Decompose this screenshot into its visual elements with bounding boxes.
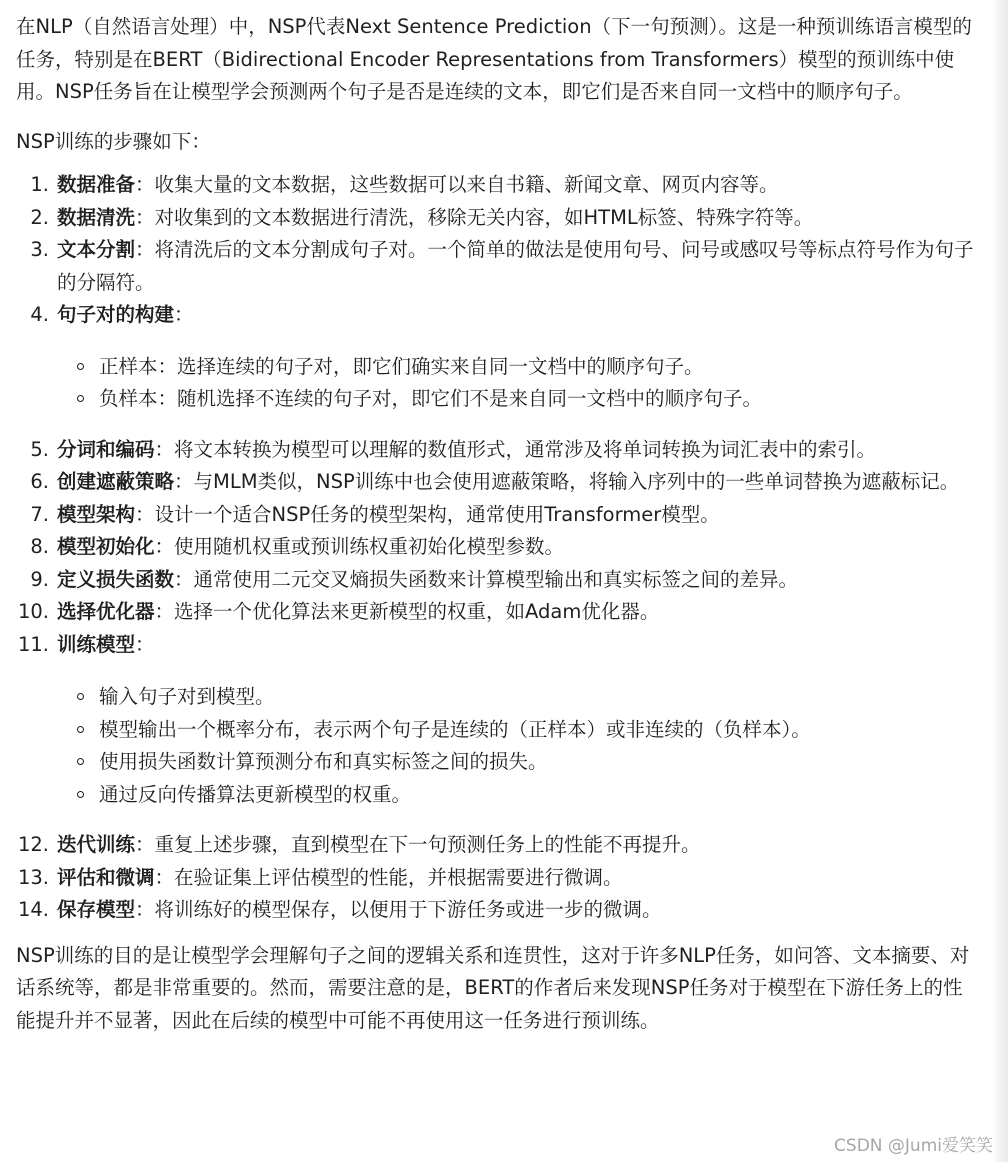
- step-number: 3.: [30, 238, 49, 261]
- sub-item-text: 输入句子对到模型。: [99, 685, 275, 708]
- step-item: [30, 499, 980, 532]
- circle-bullet-icon: [77, 758, 84, 765]
- step-text: ：使用随机权重或预训练权重初始化模型参数。: [154, 535, 565, 558]
- step-item: [17, 862, 980, 895]
- step-text: ：对收集到的文本数据进行清洗，移除无关内容，如HTML标签、特殊字符等。: [135, 205, 814, 229]
- watermark: CSDN @Jumi爱笑笑: [834, 1136, 993, 1156]
- step-text: ：重复上述步骤，直到模型在下一句预测任务上的性能不再提升。: [135, 833, 701, 856]
- step-text: ：: [174, 303, 194, 326]
- conclusion-paragraph: NSP训练的目的是让模型学会理解句子之间的逻辑关系和连贯性，这对于许多NLP任务，如问答、文本摘要、对话系统等，都是非常重要的。然而，需要注意的是，BERT的作者后来发现NSP任务对于模型在下游任务上的性能提升并不显著，因此在后续的模型中可能不再使用这一任务进行预训练。: [16, 943, 970, 1032]
- circle-bullet-icon: [77, 363, 84, 370]
- step-item: [30, 466, 980, 499]
- step-text: ：选择一个优化算法来更新模型的权重，如Adam优化器。: [154, 600, 660, 623]
- step-text: ：设计一个适合NSP任务的模型架构，通常使用Transformer模型。: [135, 502, 720, 526]
- step-number: 11.: [17, 632, 49, 656]
- step-number: 4.: [30, 303, 49, 326]
- step-number: 10.: [17, 600, 49, 623]
- sub-list-item: [99, 746, 980, 779]
- circle-bullet-icon: [77, 395, 84, 402]
- step-item: [30, 169, 980, 202]
- step-number: 2.: [30, 205, 49, 229]
- step-item: [30, 434, 980, 467]
- step-text: ：收集大量的文本数据，这些数据可以来自书籍、新闻文章、网页内容等。: [135, 173, 779, 196]
- sub-list-item: [99, 779, 980, 812]
- sub-item-text: 负样本：随机选择不连续的句子对，即它们不是来自同一文档中的顺序句子。: [99, 387, 763, 410]
- step-term: 分词和编码: [57, 437, 155, 461]
- step-term: 文本分割: [57, 238, 136, 261]
- step-text: ：将文本转换为模型可以理解的数值形式，通常涉及将单词转换为词汇表中的索引。: [154, 437, 877, 461]
- sub-list-item: [99, 383, 980, 416]
- step-item: [30, 564, 980, 597]
- step-number: 6.: [30, 470, 49, 493]
- step-term: 选择优化器: [57, 600, 155, 623]
- sub-item-text: 通过反向传播算法更新模型的权重。: [99, 782, 412, 806]
- step-number: 9.: [30, 567, 49, 591]
- step-term: 数据清洗: [57, 205, 136, 229]
- step-text: ：通常使用二元交叉熵损失函数来计算模型输出和真实标签之间的差异。: [174, 567, 799, 591]
- step-number: 1.: [30, 173, 49, 196]
- sub-list-item: [99, 681, 980, 714]
- circle-bullet-icon: [77, 791, 84, 798]
- steps-list: [16, 169, 980, 927]
- scroll-edge-shadow: [992, 0, 1008, 1162]
- step-item: [30, 299, 980, 434]
- step-number: 12.: [17, 833, 49, 856]
- step-item: [30, 234, 980, 299]
- intro-paragraph: 在NLP（自然语言处理）中，NSP代表Next Sentence Prediction（下一句预测）。这是一种预训练语言模型的任务，特别是在BERT（Bidirectional Encoder Representations from Transformers）模型的预训练中使用。NSP任务旨在让模型学会预测两个句子是否是连续的文本，即它们是否来自同一文档中的顺序句子。: [16, 15, 972, 103]
- circle-bullet-icon: [77, 726, 84, 733]
- step-term: 模型初始化: [57, 535, 155, 558]
- step-term: 模型架构: [57, 502, 136, 526]
- step-number: 14.: [17, 898, 49, 921]
- step-item: [17, 629, 980, 830]
- article-body: [16, 11, 980, 1037]
- step-item: [30, 202, 980, 235]
- step-number: 8.: [30, 535, 49, 558]
- sub-list: [57, 351, 980, 416]
- step-text: ：将训练好的模型保存，以便用于下游任务或进一步的微调。: [135, 898, 662, 921]
- step-text: ：: [135, 632, 155, 656]
- step-term: 评估和微调: [57, 865, 155, 889]
- step-item: [17, 596, 980, 629]
- sub-list-item: [99, 714, 980, 747]
- step-item: [30, 531, 980, 564]
- step-term: 数据准备: [57, 173, 136, 196]
- step-text: ：与MLM类似，NSP训练中也会使用遮蔽策略，将输入序列中的一些单词替换为遮蔽标记。: [174, 470, 960, 493]
- step-number: 7.: [30, 502, 49, 526]
- step-item: [17, 829, 980, 862]
- step-text: ：在验证集上评估模型的性能，并根据需要进行微调。: [154, 865, 623, 889]
- step-term: 定义损失函数: [57, 567, 175, 591]
- sub-item-text: 正样本：选择连续的句子对，即它们确实来自同一文档中的顺序句子。: [99, 354, 704, 378]
- step-item: [17, 894, 980, 927]
- sub-list: [57, 681, 980, 811]
- step-number: 13.: [17, 865, 49, 889]
- step-term: 句子对的构建: [57, 303, 175, 326]
- circle-bullet-icon: [77, 693, 84, 700]
- sub-item-text: 模型输出一个概率分布，表示两个句子是连续的（正样本）或非连续的（负样本）。: [99, 717, 811, 741]
- sub-item-text: 使用损失函数计算预测分布和真实标签之间的损失。: [99, 750, 548, 773]
- step-text: ：将清洗后的文本分割成句子对。一个简单的做法是使用句号、问号或感叹号等标点符号作为句子的分隔符。: [57, 238, 974, 294]
- step-term: 创建遮蔽策略: [57, 470, 175, 493]
- steps-heading: NSP训练的步骤如下：: [16, 129, 211, 153]
- step-term: 训练模型: [57, 632, 136, 656]
- step-term: 保存模型: [57, 898, 136, 921]
- sub-list-item: [99, 351, 980, 384]
- step-number: 5.: [30, 437, 49, 461]
- step-term: 迭代训练: [57, 833, 136, 856]
